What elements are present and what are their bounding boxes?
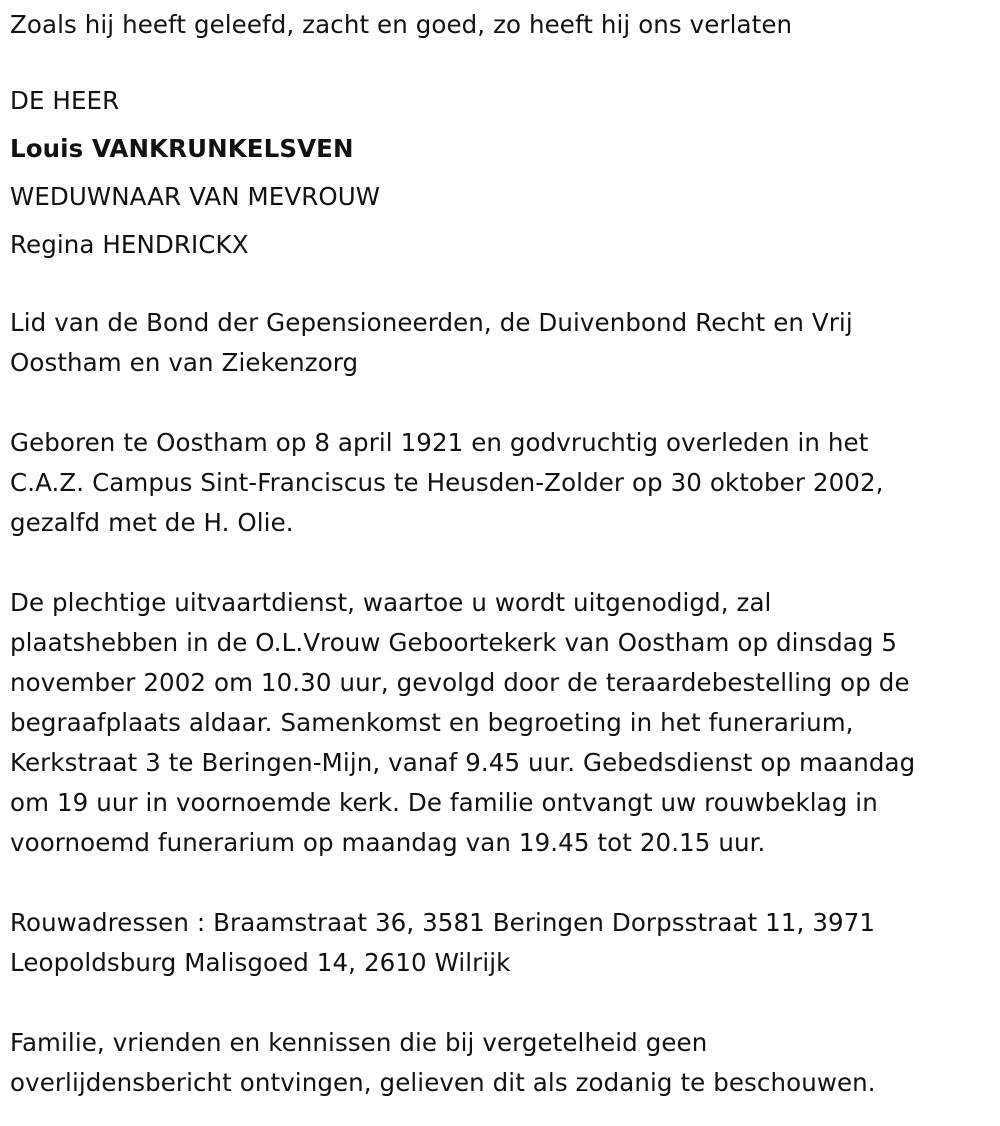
membership-paragraph	[10, 303, 1000, 383]
addresses-paragraph	[10, 903, 1000, 983]
closing-line: overlijdensbericht ontvingen, gelieven dit als zodanig te beschouwen.	[10, 1068, 876, 1097]
closing-line: Familie, vrienden en kennissen die bij vergetelheid geen	[10, 1028, 708, 1057]
funeral-line: voornoemd funerarium op maandag van 19.45 tot 20.15 uur.	[10, 828, 766, 857]
funeral-line: Kerkstraat 3 te Beringen-Mijn, vanaf 9.45 uur. Gebedsdienst op maandag	[10, 748, 916, 777]
birth-death-line: Geboren te Oostham op 8 april 1921 en godvruchtig overleden in het	[10, 428, 869, 457]
title: DE HEER	[10, 86, 120, 115]
funeral-line: De plechtige uitvaartdienst, waartoe u wordt uitgenodigd, zal	[10, 588, 772, 617]
membership-line: Lid van de Bond der Gepensioneerden, de Duivenbond Recht en Vrij	[10, 308, 853, 337]
spouse-name: Regina HENDRICKX	[10, 230, 249, 259]
birth-death-paragraph	[10, 423, 1000, 543]
deceased-name: Louis VANKRUNKELSVEN	[10, 134, 354, 163]
funeral-line: november 2002 om 10.30 uur, gevolgd door de teraardebestelling op de	[10, 668, 910, 697]
birth-death-line: gezalfd met de H. Olie.	[10, 508, 294, 537]
birth-death-line: C.A.Z. Campus Sint-Franciscus te Heusden-Zolder op 30 oktober 2002,	[10, 468, 884, 497]
motto	[10, 5, 1000, 45]
funeral-line: plaatshebben in de O.L.Vrouw Geboortekerk van Oostham op dinsdag 5	[10, 628, 898, 657]
deceased-header	[10, 77, 1000, 269]
address-line: Rouwadressen : Braamstraat 36, 3581 Beringen Dorpsstraat 11, 3971	[10, 908, 876, 937]
widower-of: WEDUWNAAR VAN MEVROUW	[10, 182, 381, 211]
funeral-line: begraafplaats aldaar. Samenkomst en begroeting in het funerarium,	[10, 708, 854, 737]
funeral-line: om 19 uur in voornoemde kerk. De familie ontvangt uw rouwbeklag in	[10, 788, 878, 817]
membership-line: Oostham en van Ziekenzorg	[10, 348, 359, 377]
funeral-paragraph	[10, 583, 1000, 863]
motto-text: Zoals hij heeft geleefd, zacht en goed, zo heeft hij ons verlaten	[10, 10, 793, 39]
address-line: Leopoldsburg Malisgoed 14, 2610 Wilrijk	[10, 948, 511, 977]
closing-paragraph	[10, 1023, 1000, 1103]
